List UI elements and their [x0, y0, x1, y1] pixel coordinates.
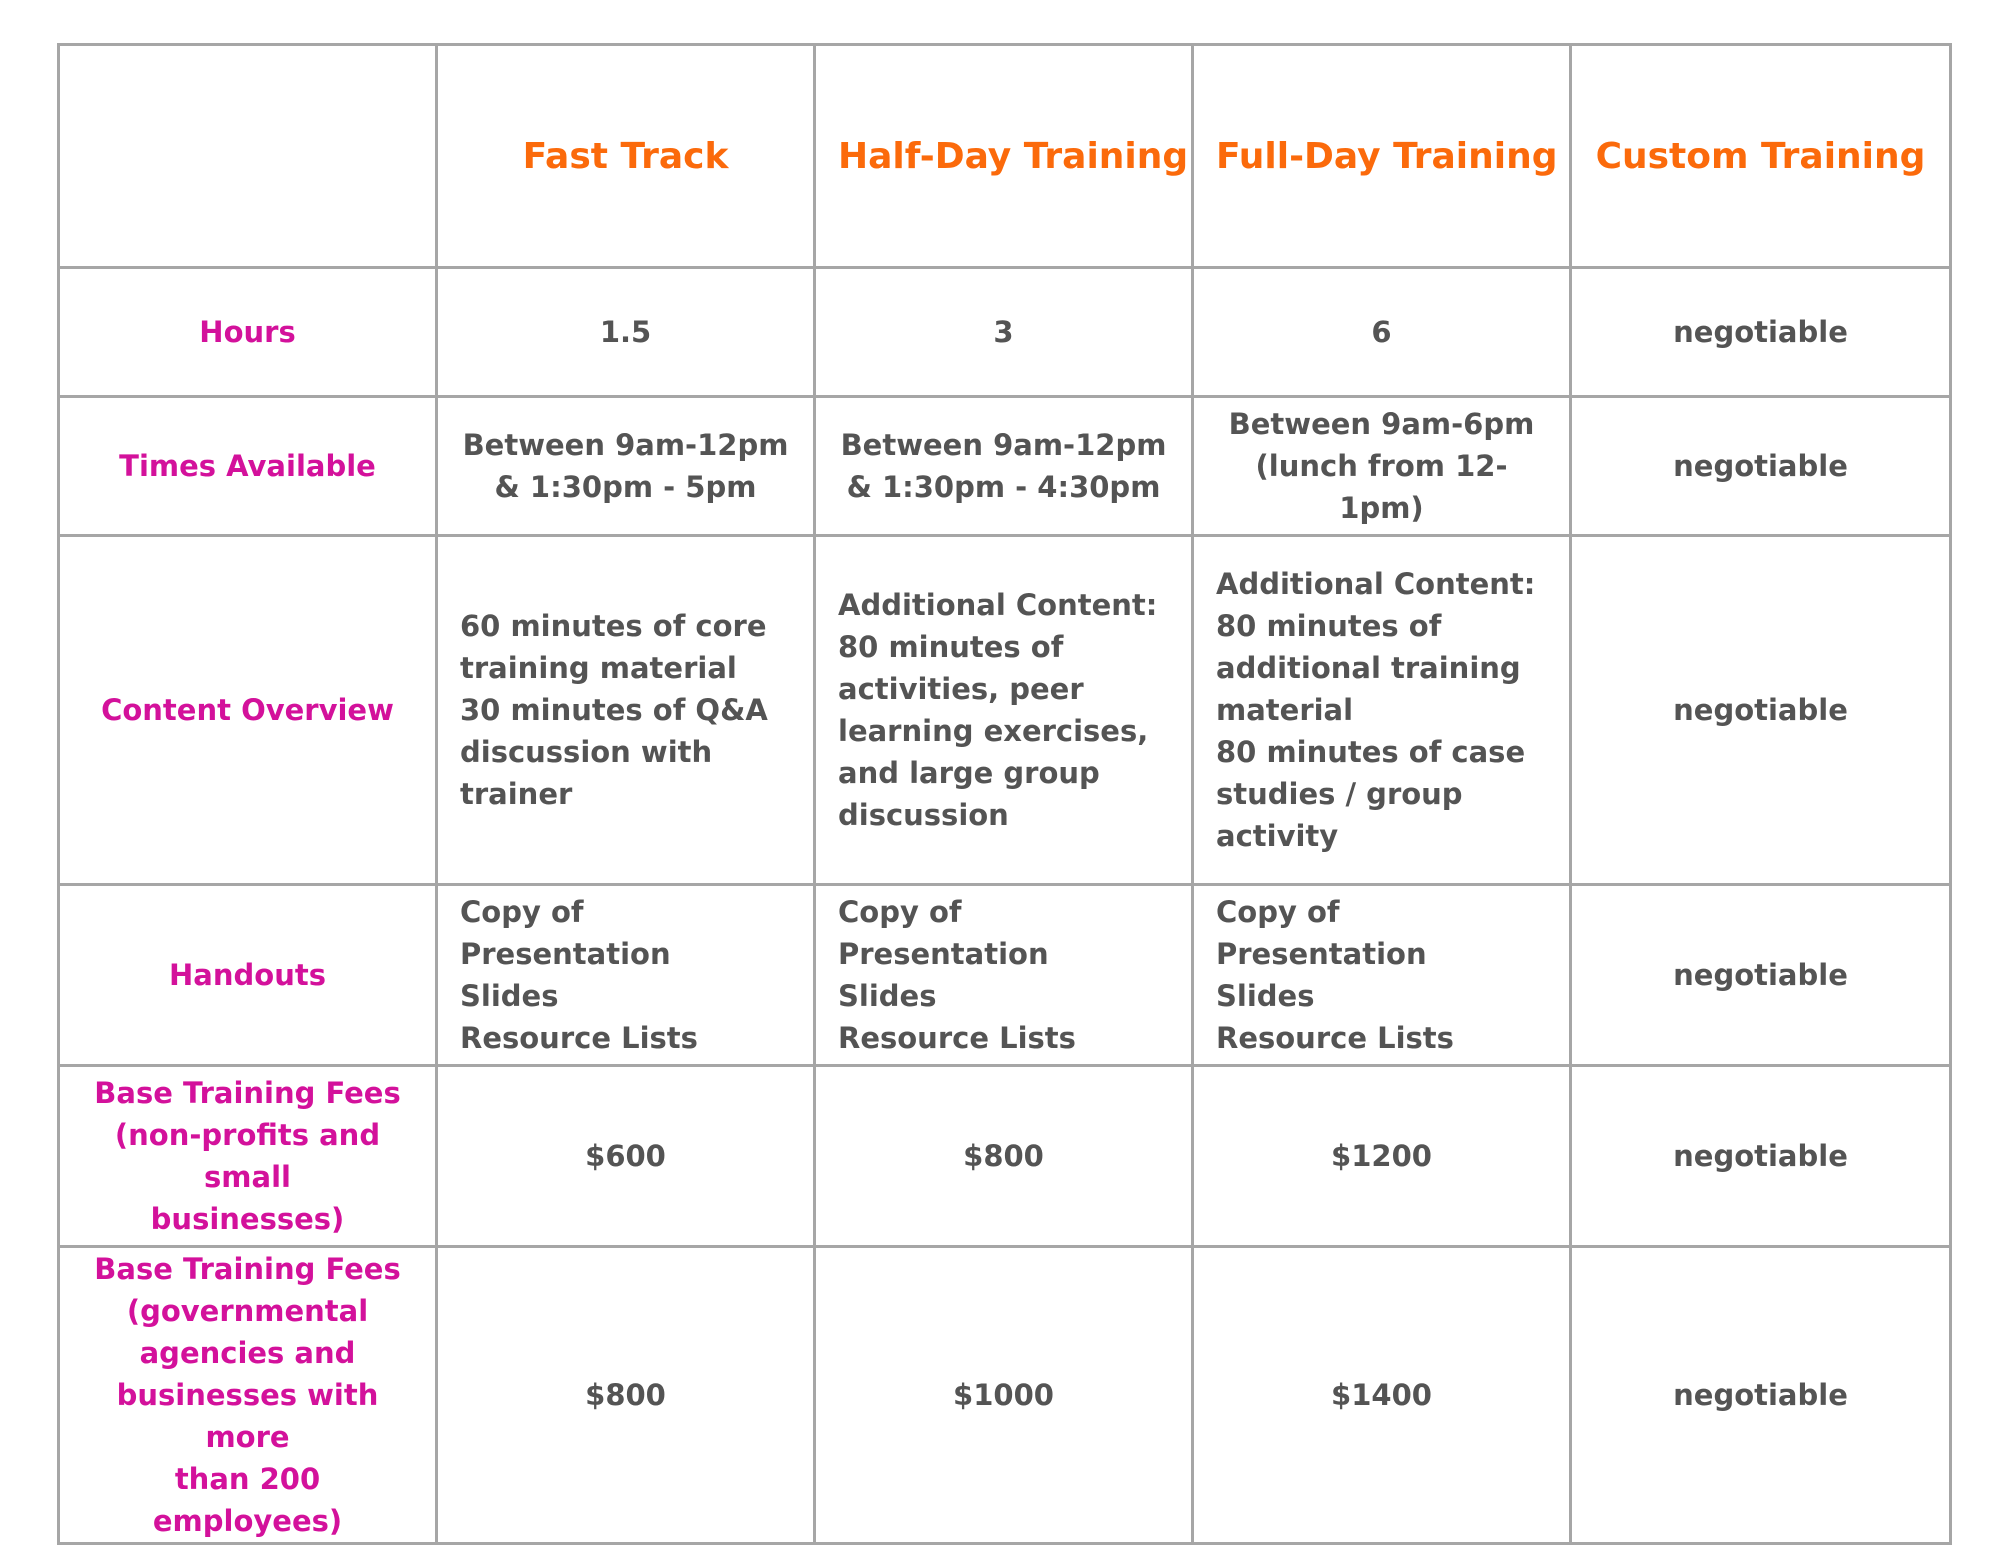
cell-line: Between 9am-12pm [840, 428, 1167, 462]
cell-handouts-custom [1571, 885, 1951, 1066]
cell-line: negotiable [1673, 958, 1848, 992]
cell-times-fast-track [437, 397, 815, 536]
cell-line: studies / group [1216, 777, 1463, 811]
cell-line: Resource Lists [460, 1021, 698, 1055]
cell-fees-small-full-day [1193, 1066, 1571, 1247]
cell-handouts-half-day [815, 885, 1193, 1066]
cell-line: $1000 [953, 1378, 1054, 1412]
cell-line: Between 9am-12pm [462, 428, 789, 462]
cell-line: trainer [460, 777, 573, 811]
column-header-custom: Custom Training [1571, 45, 1951, 268]
cell-content-custom [1571, 536, 1951, 885]
cell-line: activity [1216, 819, 1339, 853]
cell-line: Copy of Presentation [460, 895, 671, 971]
cell-line: Slides [1216, 979, 1315, 1013]
cell-line: $1200 [1331, 1139, 1432, 1173]
cell-line: $800 [963, 1139, 1044, 1173]
label-line: Handouts [169, 958, 326, 992]
cell-line: 80 minutes of case [1216, 735, 1526, 769]
cell-line: training material [460, 651, 737, 685]
row-content-overview [59, 536, 1951, 885]
cell-line: discussion [838, 798, 1009, 832]
label-line: agencies and [139, 1336, 356, 1370]
cell-line: 1.5 [599, 315, 652, 349]
cell-times-full-day [1193, 397, 1571, 536]
cell-line: Additional Content: [1216, 567, 1536, 601]
row-fees-large [59, 1247, 1951, 1544]
label-line: businesses with more [116, 1378, 379, 1454]
row-header-hours [59, 268, 437, 397]
cell-fees-small-custom [1571, 1066, 1951, 1247]
label-line: Content Overview [101, 693, 394, 727]
cell-content-fast-track [437, 536, 815, 885]
cell-handouts-full-day [1193, 885, 1571, 1066]
cell-fees-large-full-day [1193, 1247, 1571, 1544]
row-header-times-available [59, 397, 437, 536]
cell-line: negotiable [1673, 1378, 1848, 1412]
row-handouts [59, 885, 1951, 1066]
header-row [59, 45, 1951, 268]
cell-line: 60 minutes of core [460, 609, 767, 643]
cell-line: negotiable [1673, 315, 1848, 349]
cell-line: activities, peer [838, 672, 1084, 706]
label-line: businesses) [150, 1202, 345, 1236]
cell-line: 3 [993, 315, 1014, 349]
row-header-handouts [59, 885, 437, 1066]
header-corner-cell [59, 45, 437, 268]
cell-line: learning exercises, [838, 714, 1149, 748]
column-header-fast-track: Fast Track [437, 45, 815, 268]
row-times-available [59, 397, 1951, 536]
cell-line: 30 minutes of Q&A [460, 693, 768, 727]
cell-line: $800 [585, 1378, 666, 1412]
cell-line: and large group [838, 756, 1100, 790]
cell-line: discussion with [460, 735, 713, 769]
cell-line: additional training [1216, 651, 1521, 685]
row-header-fees-large [59, 1247, 437, 1544]
cell-fees-large-custom [1571, 1247, 1951, 1544]
cell-line: Resource Lists [838, 1021, 1076, 1055]
label-line: Times Available [119, 449, 376, 483]
cell-content-full-day [1193, 536, 1571, 885]
cell-times-half-day [815, 397, 1193, 536]
row-fees-small [59, 1066, 1951, 1247]
row-header-content-overview [59, 536, 437, 885]
cell-line: Copy of Presentation [838, 895, 1049, 971]
label-line: Base Training Fees [94, 1252, 401, 1286]
label-line: (non-profits and small [114, 1118, 381, 1194]
cell-line: Slides [460, 979, 559, 1013]
column-header-full-day: Full-Day Training [1193, 45, 1571, 268]
cell-line: $1400 [1331, 1378, 1432, 1412]
cell-line: 80 minutes of [1216, 609, 1442, 643]
cell-line: & 1:30pm - 4:30pm [846, 470, 1161, 504]
cell-times-custom [1571, 397, 1951, 536]
cell-line: 6 [1371, 315, 1392, 349]
cell-fees-small-fast-track [437, 1066, 815, 1247]
cell-line: $600 [585, 1139, 666, 1173]
cell-content-half-day [815, 536, 1193, 885]
cell-line: negotiable [1673, 693, 1848, 727]
cell-fees-large-half-day [815, 1247, 1193, 1544]
cell-line: negotiable [1673, 449, 1848, 483]
cell-line: Resource Lists [1216, 1021, 1454, 1055]
cell-line: material [1216, 693, 1354, 727]
cell-line: (lunch from 12-1pm) [1255, 449, 1508, 525]
pricing-table [57, 43, 1952, 1545]
cell-line: Slides [838, 979, 937, 1013]
cell-line: negotiable [1673, 1139, 1848, 1173]
row-header-fees-small [59, 1066, 437, 1247]
label-line: Base Training Fees [94, 1076, 401, 1110]
label-line: (governmental [126, 1294, 369, 1328]
cell-hours-fast-track [437, 268, 815, 397]
column-header-half-day: Half-Day Training [815, 45, 1193, 268]
label-line: than 200 employees) [152, 1462, 343, 1538]
cell-line: Between 9am-6pm [1228, 407, 1535, 441]
cell-line: Copy of Presentation [1216, 895, 1427, 971]
cell-line: 80 minutes of [838, 630, 1064, 664]
cell-hours-full-day [1193, 268, 1571, 397]
label-line: Hours [199, 315, 296, 349]
cell-fees-large-fast-track [437, 1247, 815, 1544]
cell-line: & 1:30pm - 5pm [494, 470, 757, 504]
cell-fees-small-half-day [815, 1066, 1193, 1247]
cell-hours-half-day [815, 268, 1193, 397]
row-hours [59, 268, 1951, 397]
cell-hours-custom [1571, 268, 1951, 397]
cell-handouts-fast-track [437, 885, 815, 1066]
cell-line: Additional Content: [838, 588, 1158, 622]
